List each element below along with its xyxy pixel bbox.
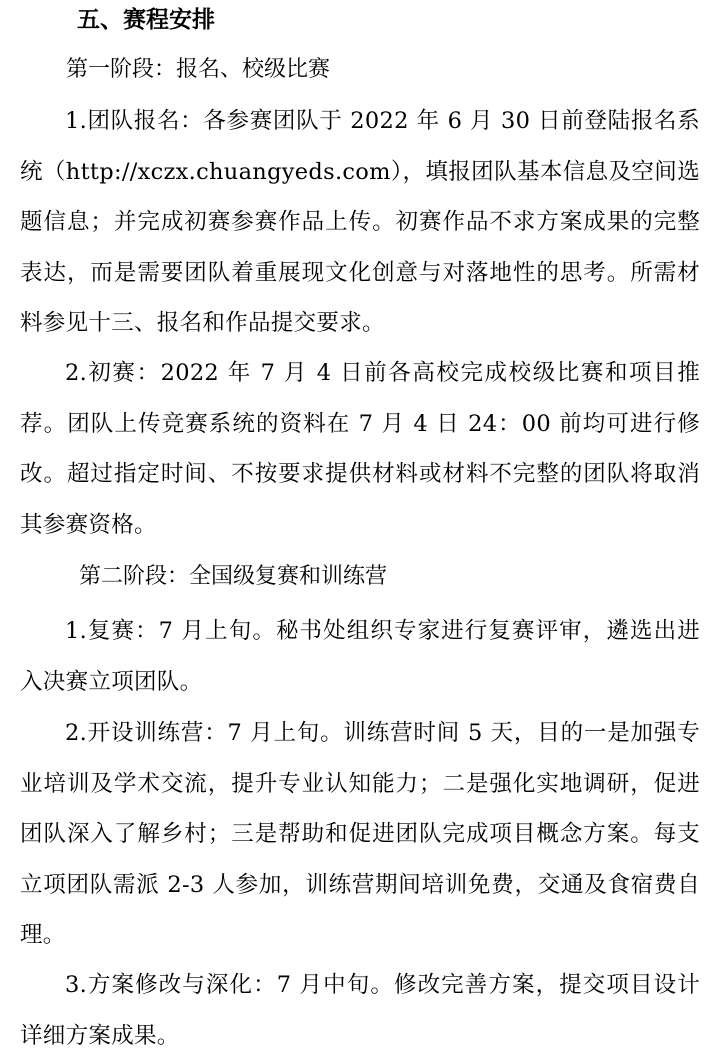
section-heading: 五、赛程安排 [77,7,215,33]
stage-one-heading: 第一阶段：报名、校级比赛 [66,57,331,82]
stage-two-item-training-camp: 2.开设训练营：7 月上旬。训练营时间 5 天，目的一是加强专业培训及学术交流，提升专业认知能力；二是强化实地调研，促进团队深入了解乡村；三是帮助和促进团队完成项目概念方案。每支立项团队需派 2-3 人参加，训练营期间培训免费，交通及食宿费自理。 [20,720,700,948]
stage-two-item-revision: 3.方案修改与深化：7 月中旬。修改完善方案，提交项目设计详细方案成果。 [20,972,700,1049]
stage-one-item-preliminary: 2.初赛：2022 年 7 月 4 日前各高校完成校级比赛和项目推荐。团队上传竞赛系统的资料在 7 月 4 日 24：00 前均可进行修改。超过指定时间、不按要求提供材料或材料不完整的团队将取消其参赛资格。 [20,360,700,538]
stage-one-item-registration: 1.团队报名：各参赛团队于 2022 年 6 月 30 日前登陆报名系统（http://xczx.chuangyeds.com），填报团队基本信息及空间选题信息；并完成初赛参赛作品上传。初赛作品不求方案成果的完整表达，而是需要团队着重展现文化创意与对落地性的思考。所需材料参见十三、报名和作品提交要求。 [20,108,700,336]
stage-two-heading: 第二阶段：全国级复赛和训练营 [79,564,388,589]
stage-two-item-semifinal: 1.复赛：7 月上旬。秘书处组织专家进行复赛评审，遴选出进入决赛立项团队。 [20,618,700,695]
